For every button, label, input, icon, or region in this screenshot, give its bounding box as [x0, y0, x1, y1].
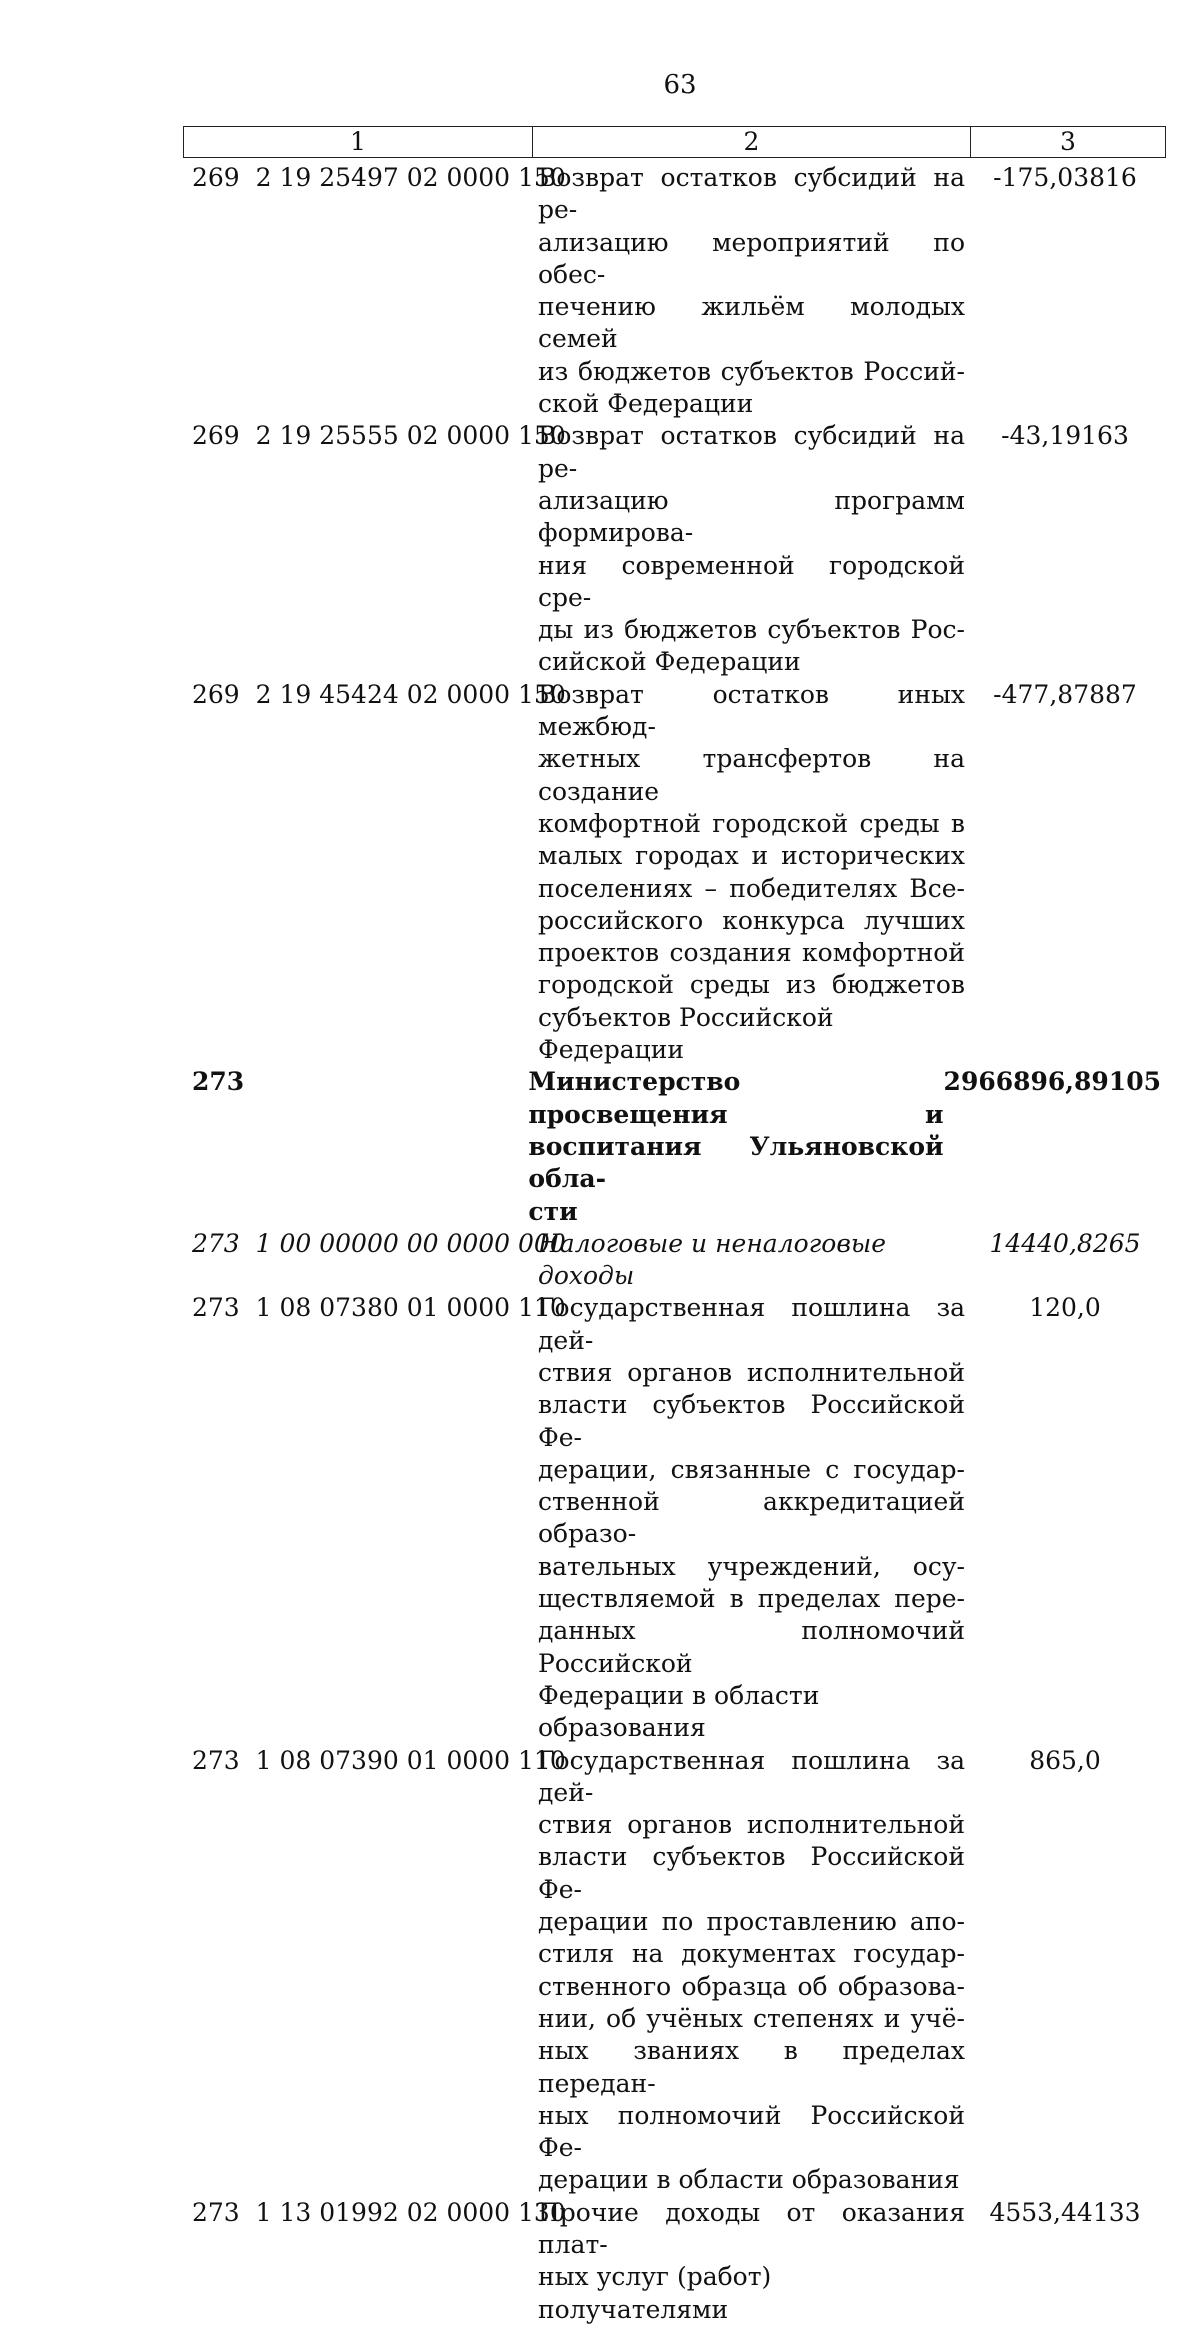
budget-code: 269 2 19 45424 02 0000 150 — [192, 679, 566, 709]
amount-value: 865,0 — [1029, 1745, 1101, 1775]
budget-code: 273 — [192, 1067, 245, 1097]
table-row — [190, 2197, 1165, 2326]
budget-code: 273 1 08 07380 01 0000 110 — [192, 1293, 566, 1323]
column-header-3: 3 — [1060, 127, 1076, 156]
budget-code: 273 1 13 01992 02 0000 130 — [192, 2197, 566, 2227]
amount-value: -43,19163 — [1001, 421, 1129, 451]
table-row — [190, 1745, 1165, 2197]
amount-value: -175,03816 — [993, 163, 1137, 192]
revenue-name: Возврат остатков иных межбюд- жетных трансфертов на создание комфортной городской среды в малых городах и исторических поселениях – победителях Все- российского конкурса лучших проектов создания комфортной городской среды из бюджетов субъектов Российской Федерации — [538, 679, 965, 1065]
budget-code: 269 2 19 25497 02 0000 150 — [192, 163, 566, 192]
column-header-1: 1 — [184, 127, 533, 157]
column-header-2: 2 — [533, 127, 971, 157]
revenue-name: Министерство просвещения и воспитания Ульяновской обла- сти — [528, 1067, 944, 1226]
table-row — [190, 679, 1165, 1067]
amount-value: -477,87887 — [993, 679, 1137, 709]
table-row — [190, 162, 1165, 420]
amount-value: 14440,8265 — [989, 1228, 1141, 1258]
revenue-name: Возврат остатков субсидий на ре- ализацию мероприятий по обес- печению жильём молодых семей из бюджетов субъектов Россий- ской Федерации — [538, 163, 965, 419]
amount-value: 120,0 — [1029, 1293, 1101, 1323]
table-row — [190, 420, 1165, 678]
table-row — [190, 1066, 1165, 1227]
budget-code: 273 1 00 00000 00 0000 000 — [192, 1228, 566, 1258]
amount-value: 4553,44133 — [989, 2197, 1141, 2227]
revenue-name: Государственная пошлина за дей- ствия органов исполнительной власти субъектов Российской Фе- дерации, связанные с государ- ственной аккредитацией образо- вательных учреждений, осу- ществляемой в пределах пере- данных полномочий Российской Федерации в области образования — [538, 1293, 965, 1743]
budget-code: 269 2 19 25555 02 0000 150 — [192, 421, 566, 451]
revenue-name: Прочие доходы от оказания плат- ных услуг (работ) получателями — [538, 2197, 965, 2324]
budget-code: 273 1 08 07390 01 0000 110 — [192, 1745, 566, 1775]
table-body — [190, 162, 1165, 2326]
table-header — [183, 126, 1166, 158]
table-row — [190, 1228, 1165, 1293]
revenue-name: Налоговые и неналоговые доходы — [538, 1228, 887, 1291]
revenue-name: Государственная пошлина за дей- ствия органов исполнительной власти субъектов Российской Фе- дерации по проставлению апо- стиля на документах государ- ственного образца об образова- нии, об учёных степенях и учё- ных званиях в пределах передан- ных полномочий Российской Фе- дерации в области образования — [538, 1745, 965, 2195]
page-number: 63 — [663, 70, 697, 100]
amount-value: 2966896,89105 — [943, 1067, 1161, 1097]
table-row — [190, 1292, 1165, 1744]
revenue-name: Возврат остатков субсидий на ре- ализацию программ формирова- ния современной городской сре- ды из бюджетов субъектов Рос- сийской Федерации — [538, 421, 965, 677]
